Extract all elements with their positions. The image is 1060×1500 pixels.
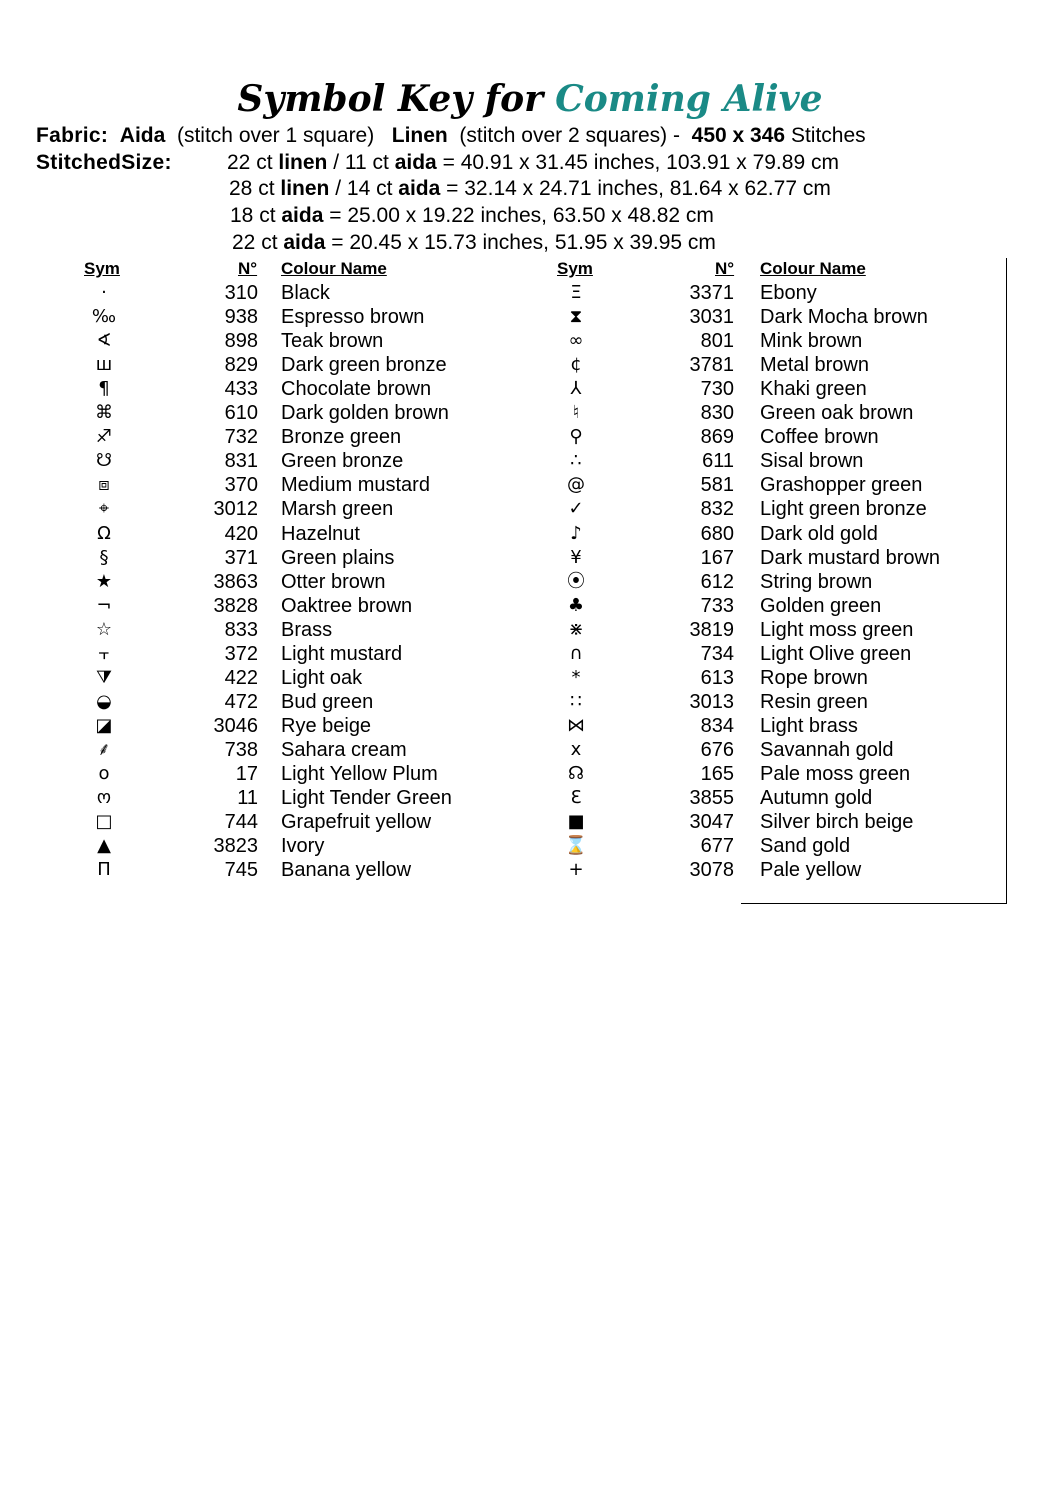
table-right-border bbox=[1006, 258, 1007, 904]
symbol-right: ♪ bbox=[570, 522, 582, 544]
symbol-left: ∢ bbox=[96, 330, 112, 352]
colour-name-left: Otter brown bbox=[281, 570, 386, 593]
key-row bbox=[0, 858, 1060, 882]
key-row bbox=[0, 329, 1060, 353]
size-count-2: / 14 ct bbox=[335, 177, 393, 200]
symbol-right: ⧗ bbox=[569, 306, 583, 328]
color-number-left: 11 bbox=[237, 787, 258, 810]
colour-name-right: Dark old gold bbox=[760, 522, 878, 545]
colour-name-left: Light oak bbox=[281, 666, 363, 689]
symbol-right: ⦿ bbox=[567, 570, 585, 592]
size-fabric-2: aida bbox=[398, 177, 441, 200]
table-bottom-border bbox=[741, 903, 1007, 904]
key-row bbox=[0, 690, 1060, 714]
symbol-right: ♮ bbox=[572, 402, 580, 424]
fabric-linen-note: (stitch over 2 squares) - bbox=[459, 124, 680, 147]
colour-name-left: Rye beige bbox=[281, 714, 372, 737]
symbol-left: Ω bbox=[97, 522, 111, 544]
key-row bbox=[0, 497, 1060, 521]
key-row bbox=[0, 401, 1060, 425]
size-count: 22 ct bbox=[232, 231, 278, 254]
symbol-right: ⌛ bbox=[564, 835, 588, 857]
size-dimensions: = 25.00 x 19.22 inches, 63.50 x 48.82 cm bbox=[323, 204, 714, 227]
symbol-left: ⌘ bbox=[95, 402, 113, 424]
color-number-left: 3046 bbox=[213, 714, 258, 737]
color-number-left: 372 bbox=[224, 642, 258, 665]
colour-name-left: Hazelnut bbox=[281, 522, 360, 545]
colour-name-right: Light green bronze bbox=[760, 498, 927, 521]
symbol-right: * bbox=[571, 666, 581, 688]
colour-name-left: Light mustard bbox=[281, 642, 403, 665]
size-dimensions: = 32.14 x 24.71 inches, 81.64 x 62.77 cm bbox=[446, 177, 831, 200]
symbol-left: □ bbox=[95, 811, 113, 833]
symbol-left: ш bbox=[95, 354, 113, 376]
colour-name-right: Metal brown bbox=[760, 354, 869, 377]
header-name-right: Colour Name bbox=[760, 259, 866, 278]
fabric-label: Fabric: bbox=[36, 124, 109, 147]
symbol-left: ⧈ bbox=[98, 474, 110, 496]
symbol-right: ⋈ bbox=[567, 714, 585, 736]
colour-name-right: Resin green bbox=[760, 690, 868, 713]
symbol-left: ¶ bbox=[98, 378, 110, 400]
colour-name-right: Pale yellow bbox=[760, 859, 862, 882]
title-prefix: Symbol Key for bbox=[237, 78, 544, 120]
header-sym-left: Sym bbox=[84, 259, 120, 278]
symbol-left: § bbox=[99, 546, 109, 568]
color-number-right: 680 bbox=[700, 522, 734, 545]
color-number-left: 744 bbox=[224, 811, 258, 834]
key-row bbox=[0, 449, 1060, 473]
symbol-left: o bbox=[98, 763, 110, 784]
symbol-right: ¢ bbox=[570, 354, 582, 376]
key-row bbox=[0, 786, 1060, 810]
colour-name-right: Golden green bbox=[760, 594, 882, 617]
size-dimensions: = 20.45 x 15.73 inches, 51.95 x 39.95 cm bbox=[331, 231, 716, 254]
color-number-right: 3047 bbox=[689, 811, 734, 834]
key-row bbox=[0, 762, 1060, 786]
colour-name-left: Chocolate brown bbox=[281, 378, 432, 401]
size-fabric-2: aida bbox=[394, 151, 437, 174]
colour-name-left: Light Tender Green bbox=[281, 787, 452, 810]
color-number-left: 829 bbox=[224, 354, 258, 377]
key-row bbox=[0, 281, 1060, 305]
color-number-left: 3823 bbox=[213, 835, 258, 858]
colour-name-left: Bronze green bbox=[281, 426, 402, 449]
key-row bbox=[0, 425, 1060, 449]
fabric-linen: Linen bbox=[391, 124, 448, 147]
header-name-left: Colour Name bbox=[281, 259, 387, 278]
colour-name-left: Black bbox=[281, 282, 330, 304]
color-number-left: 831 bbox=[224, 450, 258, 473]
size-fabric: aida bbox=[283, 231, 326, 254]
colour-name-right: Dark mustard brown bbox=[760, 546, 941, 569]
fabric-aida-note: (stitch over 1 square) bbox=[176, 124, 375, 147]
colour-name-right: Light moss green bbox=[760, 618, 914, 641]
color-number-left: 370 bbox=[224, 474, 258, 497]
colour-name-right: Rope brown bbox=[760, 666, 868, 689]
color-number-left: 310 bbox=[224, 282, 258, 304]
color-number-right: 581 bbox=[700, 474, 734, 497]
size-fabric: aida bbox=[281, 204, 324, 227]
color-number-left: 938 bbox=[224, 306, 258, 329]
color-number-left: 738 bbox=[224, 738, 258, 761]
key-row bbox=[0, 618, 1060, 642]
color-number-right: 677 bbox=[700, 835, 734, 858]
color-number-left: 472 bbox=[224, 690, 258, 713]
color-number-left: 422 bbox=[224, 666, 258, 689]
color-number-left: 3863 bbox=[213, 570, 258, 593]
colour-name-right: Autumn gold bbox=[760, 787, 873, 810]
color-number-right: 730 bbox=[700, 378, 734, 401]
symbol-right: + bbox=[568, 859, 584, 881]
fabric-aida: Aida bbox=[119, 124, 166, 147]
header-sym-right: Sym bbox=[557, 259, 593, 278]
color-number-right: 832 bbox=[700, 498, 734, 521]
colour-name-right: Sisal brown bbox=[760, 450, 864, 473]
colour-name-left: Marsh green bbox=[281, 498, 394, 521]
colour-name-right: Light brass bbox=[760, 714, 858, 737]
key-row bbox=[0, 810, 1060, 834]
colour-name-right: Khaki green bbox=[760, 378, 867, 401]
key-row bbox=[0, 473, 1060, 497]
colour-name-right: Dark Mocha brown bbox=[760, 306, 928, 329]
symbol-right: ∩ bbox=[569, 642, 583, 664]
symbol-left: ♐ bbox=[95, 426, 113, 448]
symbol-right: ∷ bbox=[570, 690, 582, 712]
color-number-right: 834 bbox=[700, 714, 734, 737]
colour-name-right: Coffee brown bbox=[760, 426, 879, 449]
color-number-right: 3031 bbox=[689, 306, 734, 329]
colour-name-left: Dark golden brown bbox=[281, 402, 449, 425]
colour-name-left: Sahara cream bbox=[281, 738, 407, 761]
symbol-right: ¥ bbox=[570, 546, 582, 568]
color-number-left: 898 bbox=[224, 330, 258, 353]
symbol-left: ◒ bbox=[96, 690, 112, 712]
color-number-right: 167 bbox=[700, 546, 734, 569]
key-row bbox=[0, 738, 1060, 762]
color-number-left: 17 bbox=[235, 763, 258, 785]
colour-name-left: Bud green bbox=[281, 690, 374, 713]
symbol-left: ⫟ bbox=[98, 642, 110, 664]
size-count: 18 ct bbox=[230, 204, 276, 227]
symbol-left: ⸙ bbox=[97, 738, 111, 760]
symbol-left: ⧩ bbox=[95, 666, 113, 688]
colour-name-left: Green bronze bbox=[281, 450, 404, 473]
color-number-right: 869 bbox=[700, 426, 734, 449]
key-row bbox=[0, 522, 1060, 546]
colour-name-left: Espresso brown bbox=[281, 306, 425, 329]
colour-name-left: Banana yellow bbox=[281, 859, 412, 882]
colour-name-right: Sand gold bbox=[760, 835, 851, 858]
colour-name-left: Grapefruit yellow bbox=[281, 811, 432, 834]
key-row bbox=[0, 714, 1060, 738]
colour-name-left: Oaktree brown bbox=[281, 594, 413, 617]
size-count: 22 ct bbox=[227, 151, 273, 174]
colour-name-right: Light Olive green bbox=[760, 642, 912, 665]
color-number-right: 612 bbox=[700, 570, 734, 593]
color-number-left: 610 bbox=[224, 402, 258, 425]
color-number-right: 165 bbox=[700, 763, 734, 785]
color-number-right: 3078 bbox=[689, 859, 734, 882]
stitch-word: Stitches bbox=[790, 124, 866, 147]
symbol-left: ◪ bbox=[95, 714, 113, 736]
symbol-right: Ξ bbox=[570, 282, 582, 303]
colour-name-left: Green plains bbox=[281, 546, 395, 569]
symbol-right: ✓ bbox=[568, 498, 584, 520]
symbol-left: ო bbox=[96, 787, 112, 809]
stitched-size-line bbox=[232, 231, 716, 255]
colour-name-left: Teak brown bbox=[281, 330, 384, 353]
key-row bbox=[0, 570, 1060, 594]
colour-name-left: Ivory bbox=[281, 835, 325, 858]
key-row bbox=[0, 666, 1060, 690]
colour-name-right: Grashopper green bbox=[760, 474, 923, 497]
color-number-left: 371 bbox=[224, 546, 258, 569]
symbol-right: ■ bbox=[567, 811, 585, 833]
colour-name-right: Mink brown bbox=[760, 330, 863, 353]
key-row bbox=[0, 594, 1060, 618]
colour-name-left: Dark green bronze bbox=[281, 354, 447, 377]
colour-name-left: Light Yellow Plum bbox=[281, 763, 438, 785]
header-num-right: N° bbox=[715, 259, 735, 278]
size-fabric: linen bbox=[280, 177, 330, 200]
stitch-count: 450 x 346 bbox=[691, 124, 786, 147]
color-number-left: 420 bbox=[224, 522, 258, 545]
color-number-right: 801 bbox=[700, 330, 734, 353]
size-count-2: / 11 ct bbox=[333, 151, 389, 174]
color-number-left: 3828 bbox=[213, 594, 258, 617]
symbol-right: ∴ bbox=[570, 450, 582, 472]
colour-name-right: String brown bbox=[760, 570, 873, 593]
pattern-name: Coming Alive bbox=[555, 78, 823, 120]
symbol-left: ⌖ bbox=[98, 498, 110, 520]
stitched-size-line bbox=[229, 177, 831, 201]
header-num-left: N° bbox=[238, 259, 258, 278]
color-number-left: 745 bbox=[224, 859, 258, 882]
colour-name-left: Medium mustard bbox=[281, 474, 430, 497]
color-number-right: 3013 bbox=[689, 690, 734, 713]
color-number-right: 3819 bbox=[689, 618, 734, 641]
stitched-size-line bbox=[230, 204, 714, 228]
color-number-right: 830 bbox=[700, 402, 734, 425]
color-number-right: 676 bbox=[700, 738, 734, 761]
symbol-right: Ɛ bbox=[570, 787, 582, 809]
symbol-left: ☋ bbox=[96, 450, 112, 472]
symbol-right: ⋇ bbox=[568, 618, 584, 640]
key-row bbox=[0, 642, 1060, 666]
colour-name-right: Savannah gold bbox=[760, 738, 894, 761]
color-number-right: 734 bbox=[700, 642, 734, 665]
symbol-left: ☆ bbox=[95, 618, 113, 640]
color-number-right: 3371 bbox=[689, 282, 734, 304]
color-number-left: 433 bbox=[224, 378, 258, 401]
key-row bbox=[0, 353, 1060, 377]
symbol-left: ‰ bbox=[91, 306, 117, 328]
size-fabric: linen bbox=[278, 151, 328, 174]
page-title bbox=[0, 78, 1060, 120]
color-number-right: 3855 bbox=[689, 787, 734, 810]
key-row bbox=[0, 834, 1060, 858]
color-number-right: 3781 bbox=[689, 354, 734, 377]
colour-name-right: Pale moss green bbox=[760, 763, 911, 785]
symbol-right: ⅄ bbox=[570, 378, 582, 400]
symbol-right: ♣ bbox=[567, 594, 585, 616]
stitched-size-line bbox=[227, 151, 839, 175]
color-number-left: 833 bbox=[224, 618, 258, 641]
colour-name-left: Brass bbox=[281, 618, 333, 641]
colour-name-right: Green oak brown bbox=[760, 402, 914, 425]
size-dimensions: = 40.91 x 31.45 inches, 103.91 x 79.89 cm bbox=[442, 151, 839, 174]
size-count: 28 ct bbox=[229, 177, 275, 200]
stitched-size-label: StitchedSize: bbox=[36, 151, 172, 174]
symbol-right: ☊ bbox=[568, 763, 584, 784]
key-row bbox=[0, 546, 1060, 570]
symbol-right: @ bbox=[567, 474, 585, 496]
symbol-left: Π bbox=[97, 859, 111, 881]
color-number-left: 3012 bbox=[213, 498, 258, 521]
color-number-right: 613 bbox=[700, 666, 734, 689]
key-row bbox=[0, 305, 1060, 329]
symbol-left: ★ bbox=[95, 570, 113, 592]
colour-name-right: Ebony bbox=[760, 282, 817, 304]
symbol-left: ▲ bbox=[97, 835, 111, 857]
colour-name-right: Silver birch beige bbox=[760, 811, 914, 834]
key-row bbox=[0, 377, 1060, 401]
symbol-right: ∞ bbox=[568, 330, 584, 352]
symbol-left: ¬ bbox=[96, 594, 112, 616]
color-number-right: 733 bbox=[700, 594, 734, 617]
color-number-right: 611 bbox=[702, 450, 734, 473]
color-number-left: 732 bbox=[224, 426, 258, 449]
symbol-right: ⚲ bbox=[569, 426, 583, 448]
symbol-left: · bbox=[101, 282, 107, 303]
symbol-right: x bbox=[570, 738, 582, 760]
fabric-line bbox=[36, 124, 866, 148]
